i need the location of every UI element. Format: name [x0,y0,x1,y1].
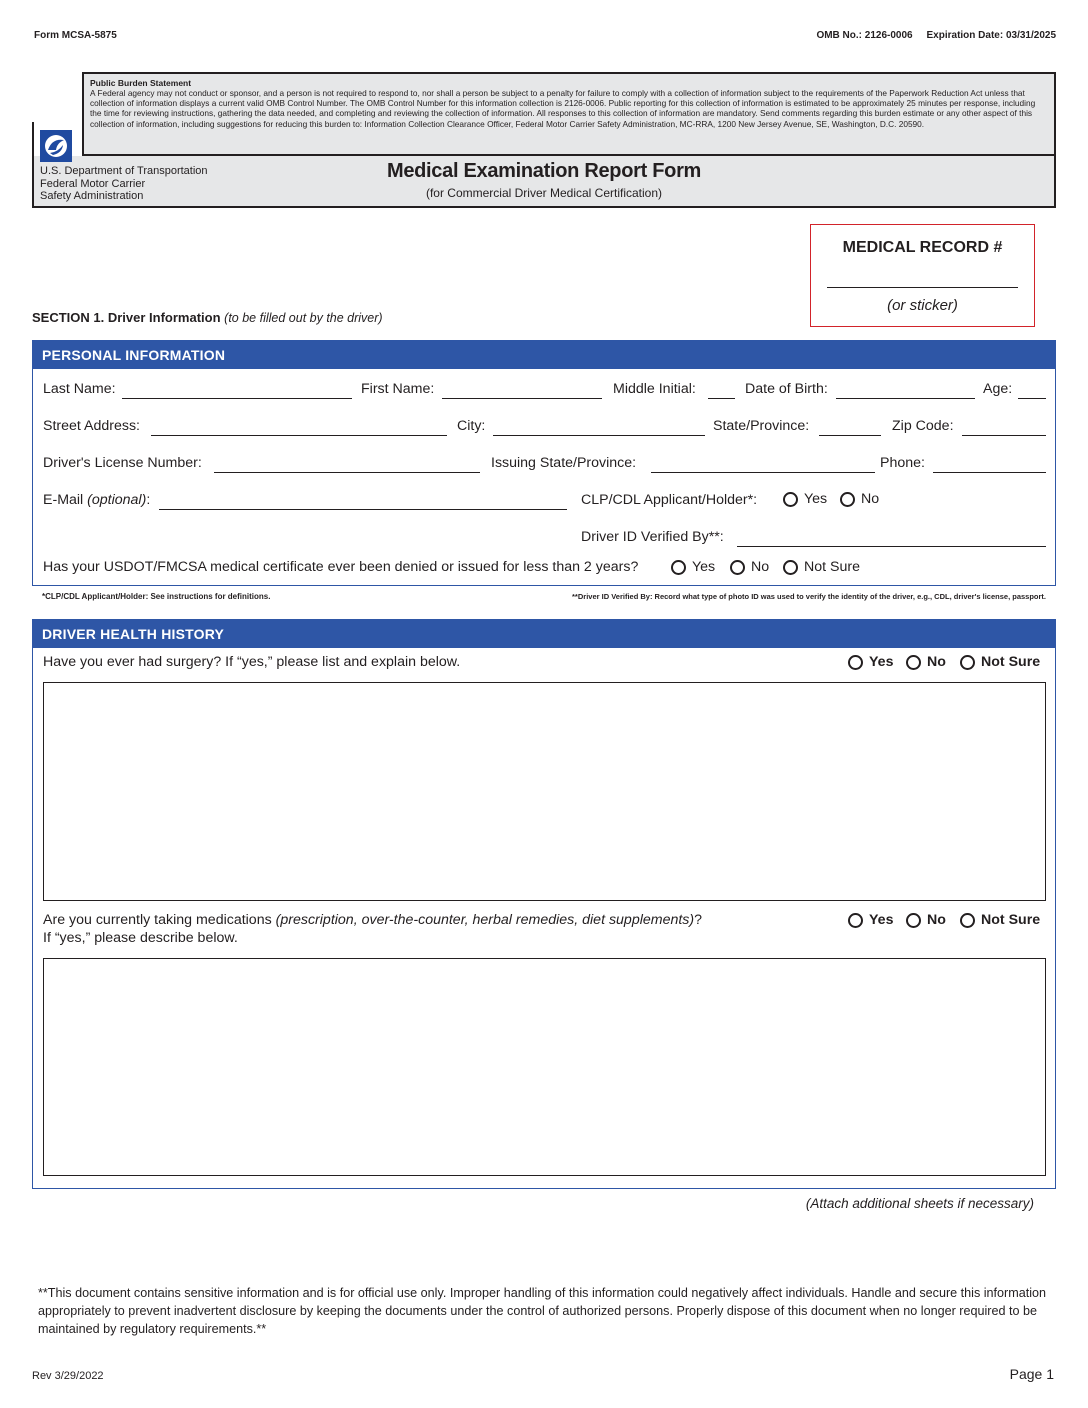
medications-no-radio[interactable]: No [906,912,946,928]
denied-question: Has your USDOT/FMCSA medical certificate ever been denied or issued for less than 2 years? [43,559,639,575]
radio-circle-icon [960,913,975,928]
medical-record-box [810,224,1035,327]
street-address-field[interactable] [151,435,447,436]
health-history-heading: DRIVER HEALTH HISTORY [33,620,1055,648]
medications-instruction: If “yes,” please describe below. [43,930,238,946]
age-field[interactable] [1018,398,1046,399]
clp-label: CLP/CDL Applicant/Holder*: [581,492,758,508]
phone-field[interactable] [933,472,1046,473]
dot-logo-icon [40,130,72,162]
surgery-yes-radio[interactable]: Yes [848,654,893,670]
state-label: State/Province: [713,418,810,434]
surgery-not-sure-radio[interactable]: Not Sure [960,654,1040,670]
radio-circle-icon [730,560,745,575]
section-1-heading: SECTION 1. Driver Information (to be filled out by the driver) [32,310,383,325]
dob-field[interactable] [836,398,975,399]
attach-note: (Attach additional sheets if necessary) [805,1196,1034,1211]
medications-not-sure-radio[interactable]: Not Sure [960,912,1040,928]
medical-record-title: MEDICAL RECORD # [842,239,1003,256]
denied-yes-radio[interactable]: Yes [671,559,715,575]
id-verified-label: Driver ID Verified By**: [581,529,724,545]
radio-circle-icon [960,655,975,670]
surgery-explanation-textarea[interactable] [43,682,1046,901]
last-name-field[interactable] [122,398,352,399]
city-label: City: [457,418,486,434]
medical-record-field[interactable] [827,287,1018,288]
burden-text: A Federal agency may not conduct or sponsor, and a person is not required to respond to, nor shall a person be subject to a penalty for failure to comply with a collection of information subject to the requirements of the Paperwork Reduction Act unless that collection of information displays a current valid OMB Control Number. The OMB Control Number for this information collection is 2126-0006. Public reporting for this collection of information is estimated to be approximately 25 minutes per response, including the time for reviewing instructions, gathering the data needed, and completing and reviewing the collection of information. All responses to this collection of information are mandatory. Send comments regarding this burden estimate or any other aspect of this collection of information, including suggestions for reducing this burden to: Information Collection Clearance Officer, Federal Motor Carrier Safety Administration, MC-RRA, 1200 New Jersey Avenue, SE, Washington, D.C. 20590. [90,88,1036,129]
denied-not-sure-radio[interactable]: Not Sure [783,559,860,575]
id-footnote: **Driver ID Verified By: Record what type of photo ID was used to verify the identity of the driver, e.g., CDL, driver's license, passport. [572,592,1046,601]
issuing-state-field[interactable] [651,472,875,473]
agency-name: U.S. Department of Transportation Federal Motor Carrier Safety Administration [40,165,208,202]
personal-information-panel [32,340,1056,586]
form-number: Form MCSA-5875 [34,30,117,41]
radio-circle-icon [783,492,798,507]
medical-record-note: (or sticker) [887,297,958,314]
form-subtitle: (for Commercial Driver Medical Certification) [425,186,663,200]
city-field[interactable] [493,435,705,436]
surgery-no-radio[interactable]: No [906,654,946,670]
middle-initial-label: Middle Initial: [613,381,696,397]
radio-circle-icon [906,913,921,928]
radio-circle-icon [840,492,855,507]
license-label: Driver's License Number: [43,455,202,471]
clp-yes-radio[interactable]: Yes [783,491,827,507]
burden-title: Public Burden Statement [90,78,192,88]
surgery-question: Have you ever had surgery? If “yes,” please list and explain below. [43,654,461,670]
radio-circle-icon [671,560,686,575]
radio-circle-icon [848,913,863,928]
zip-field[interactable] [962,435,1046,436]
page-number: Page 1 [1009,1366,1054,1382]
radio-circle-icon [848,655,863,670]
personal-information-heading: PERSONAL INFORMATION [33,341,1055,369]
medications-yes-radio[interactable]: Yes [848,912,893,928]
first-name-label: First Name: [361,381,435,397]
last-name-label: Last Name: [43,381,116,397]
medications-description-textarea[interactable] [43,958,1046,1176]
denied-no-radio[interactable]: No [730,559,769,575]
omb-number: OMB No.: 2126-0006 Expiration Date: 03/31/2025 [816,30,1056,41]
issuing-state-label: Issuing State/Province: [491,455,637,471]
medications-question: Are you currently taking medications (prescription, over-the-counter, herbal remedies, diet supplements)? [43,912,703,928]
middle-initial-field[interactable] [708,398,735,399]
burden-statement [82,72,1056,156]
form-title: Medical Examination Report Form [386,160,702,182]
driver-health-history-panel [32,619,1056,1189]
id-verified-field[interactable] [737,546,1046,547]
age-label: Age: [983,381,1013,397]
dob-label: Date of Birth: [745,381,828,397]
license-field[interactable] [214,472,480,473]
radio-circle-icon [906,655,921,670]
sensitive-info-disclaimer: **This document contains sensitive information and is for official use only. Improper handling of this information could negatively affect individuals. Handle and secure this information appropriately to prevent inadvertent disclosure by keeping the documents under the control of authorized persons. Properly dispose of this document when no longer required to be maintained by regulatory requirements.** [38,1286,1047,1336]
street-address-label: Street Address: [43,418,140,434]
radio-circle-icon [783,560,798,575]
first-name-field[interactable] [442,398,602,399]
email-field[interactable] [159,509,567,510]
zip-label: Zip Code: [892,418,954,434]
clp-footnote: *CLP/CDL Applicant/Holder: See instructions for definitions. [42,592,271,601]
email-label: E-Mail (optional): [43,492,151,508]
state-field[interactable] [819,435,881,436]
phone-label: Phone: [880,455,925,471]
revision-date: Rev 3/29/2022 [32,1370,104,1382]
clp-no-radio[interactable]: No [840,491,879,507]
